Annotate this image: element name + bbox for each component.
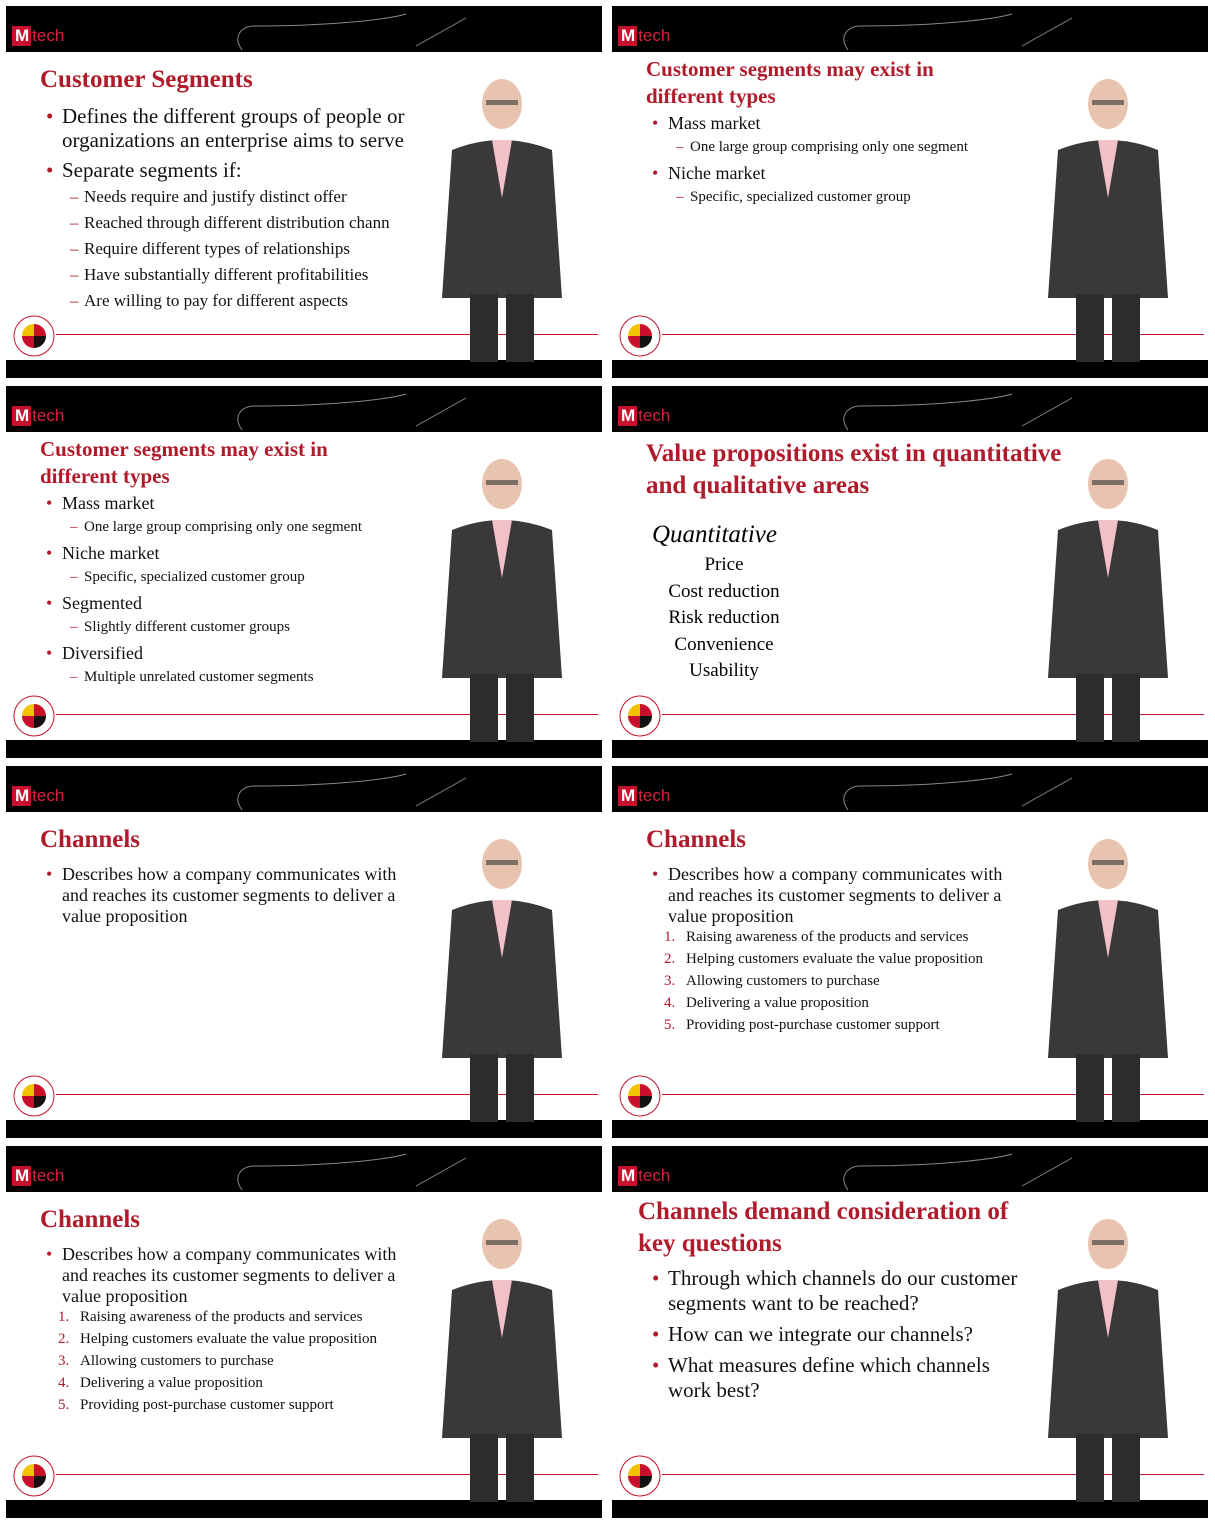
- numbered-item: 5. Providing post-purchase customer support: [664, 1017, 940, 1033]
- bullet-area: [40, 1244, 420, 1419]
- slide-content: [6, 812, 602, 1120]
- slide-header-bar: [6, 1146, 602, 1192]
- slide-title: Value propositions exist in quantitative and qualitative areas: [646, 440, 1062, 499]
- sub-bullet: – Specific, specialized customer group: [668, 186, 1066, 208]
- slide-title: Channels: [40, 826, 141, 853]
- slide-header-bar: [6, 766, 602, 812]
- numbered-item: 2. Helping customers evaluate the value proposition: [664, 951, 984, 967]
- bullet-area: [40, 864, 410, 929]
- university-seal-icon: [618, 1074, 662, 1118]
- university-seal-icon: [618, 694, 662, 738]
- slide-header-bar: [6, 386, 602, 432]
- bullet-item: • Through which channels do our customer segments want to be reached?: [646, 1266, 1026, 1316]
- swoosh-decoration: [612, 6, 1208, 52]
- slide-2: [612, 6, 1208, 378]
- numbered-list: [40, 1309, 420, 1414]
- list-item: Cost reduction: [668, 580, 780, 602]
- slide-content: [612, 1192, 1208, 1500]
- slide-title: Channels: [40, 1206, 141, 1233]
- presenter-figure: [432, 838, 572, 1122]
- sub-bullet: – Multiple unrelated customer segments: [62, 666, 460, 688]
- slide-content: [6, 1192, 602, 1500]
- slide-footer-bar: [612, 744, 1208, 758]
- slide-footer-bar: [612, 1504, 1208, 1518]
- numbered-item: 2. Helping customers evaluate the value proposition: [58, 1331, 378, 1347]
- presenter-figure: [1038, 78, 1178, 362]
- university-seal-icon: [12, 694, 56, 738]
- numbered-item: 3. Allowing customers to purchase: [58, 1353, 274, 1369]
- university-seal-icon: [618, 314, 662, 358]
- bullet-item: • What measures define which channels work best?: [646, 1353, 1026, 1403]
- slide-content: [612, 52, 1208, 360]
- presenter-figure: [1038, 1218, 1178, 1502]
- swoosh-decoration: [612, 1146, 1208, 1192]
- slide-header-bar: [612, 766, 1208, 812]
- bullet-area: [646, 112, 1066, 212]
- swoosh-decoration: [612, 386, 1208, 432]
- mtech-logo: M tech: [12, 404, 64, 426]
- bullet-item: • Describes how a company communicates with and reaches its customer segments to deliver a value proposition: [40, 864, 410, 927]
- slide-footer-bar: [6, 1124, 602, 1138]
- sub-bullet: – Slightly different customer groups: [62, 616, 460, 638]
- numbered-list: [646, 929, 1026, 1034]
- mtech-logo: M tech: [618, 1164, 670, 1186]
- numbered-item: 1. Raising awareness of the products and services: [58, 1309, 363, 1325]
- sub-bullet: – Require different types of relationships: [62, 236, 460, 262]
- quantitative-list: [652, 520, 792, 685]
- bullet-item: • Mass market – One large group comprising only one segment: [40, 492, 460, 538]
- slide-footer-bar: [612, 364, 1208, 378]
- swoosh-decoration: [6, 1146, 602, 1192]
- list-item: Usability: [689, 660, 759, 681]
- slide-title: Customer segments may exist in different types: [40, 437, 328, 488]
- bullet-item: • Diversified – Multiple unrelated customer segments: [40, 642, 460, 688]
- bullet-area: [40, 492, 460, 692]
- swoosh-decoration: [6, 6, 602, 52]
- sub-bullet: – Reached through different distribution chann: [62, 210, 460, 236]
- bullet-area: [646, 864, 1026, 1039]
- slide-title: Customer segments may exist in different types: [646, 57, 934, 108]
- slide-header-bar: [612, 6, 1208, 52]
- slide-3: [6, 386, 602, 758]
- bullet-item: • Separate segments if: – Needs require and justify distinct offer – Reached through different distribution chann – Require different types of relationships – Have substantially different profitabilities – Are willing to pay for different aspects: [40, 158, 460, 314]
- university-seal-icon: [618, 1454, 662, 1498]
- bullet-item: • How can we integrate our channels?: [646, 1322, 1026, 1347]
- sub-bullet: – Have substantially different profitabilities: [62, 262, 460, 288]
- mtech-logo: M tech: [12, 24, 64, 46]
- bullet-item: • Segmented – Slightly different customer groups: [40, 592, 460, 638]
- swoosh-decoration: [6, 766, 602, 812]
- presenter-figure: [1038, 838, 1178, 1122]
- sub-bullet: – Are willing to pay for different aspects: [62, 288, 460, 314]
- presenter-figure: [1038, 458, 1178, 742]
- university-seal-icon: [12, 1454, 56, 1498]
- mtech-logo: M tech: [618, 24, 670, 46]
- slide-4: [612, 386, 1208, 758]
- slide-footer-bar: [6, 364, 602, 378]
- sub-bullet: – Needs require and justify distinct offer: [62, 184, 460, 210]
- sub-bullet: – One large group comprising only one segment: [668, 136, 1066, 158]
- presenter-figure: [432, 78, 572, 362]
- slide-1: [6, 6, 602, 378]
- slide-6: [612, 766, 1208, 1138]
- slide-footer-bar: [6, 744, 602, 758]
- slide-content: [612, 432, 1208, 740]
- mtech-logo: M tech: [12, 784, 64, 806]
- slide-header-bar: [612, 386, 1208, 432]
- mtech-logo: M tech: [618, 404, 670, 426]
- bullet-item: • Defines the different groups of people or organizations an enterprise aims to serve: [40, 104, 460, 152]
- list-item: Risk reduction: [668, 607, 780, 628]
- list-item: Price: [704, 554, 744, 575]
- numbered-item: 1. Raising awareness of the products and services: [664, 929, 969, 945]
- bullet-item: • Niche market – Specific, specialized customer group: [40, 542, 460, 588]
- numbered-item: 3. Allowing customers to purchase: [664, 973, 880, 989]
- slide-5: [6, 766, 602, 1138]
- bullet-item: • Mass market – One large group comprising only one segment: [646, 112, 1066, 158]
- swoosh-decoration: [6, 386, 602, 432]
- slide-footer-bar: [6, 1504, 602, 1518]
- list-item: Convenience: [674, 633, 774, 655]
- bullet-area: [40, 104, 460, 320]
- mtech-logo: M tech: [12, 1164, 64, 1186]
- sub-bullet: – One large group comprising only one segment: [62, 516, 460, 538]
- numbered-item: 5. Providing post-purchase customer support: [58, 1397, 334, 1413]
- slide-content: [6, 432, 602, 740]
- slide-header-bar: [612, 1146, 1208, 1192]
- slide-7: [6, 1146, 602, 1518]
- slide-content: [612, 812, 1208, 1120]
- bullet-item: • Describes how a company communicates with and reaches its customer segments to deliver a value proposition: [646, 864, 1026, 927]
- slide-footer-bar: [612, 1124, 1208, 1138]
- quantitative-heading: Quantitative: [652, 521, 777, 548]
- slide-header-bar: [6, 6, 602, 52]
- presenter-figure: [432, 1218, 572, 1502]
- bullet-item: • Niche market – Specific, specialized customer group: [646, 162, 1066, 208]
- slide-8: [612, 1146, 1208, 1518]
- slide-content: [6, 52, 602, 360]
- university-seal-icon: [12, 314, 56, 358]
- mtech-logo: M tech: [618, 784, 670, 806]
- slide-title: Channels demand consideration of key questions: [638, 1198, 1009, 1257]
- presenter-figure: [432, 458, 572, 742]
- slide-title: Customer Segments: [40, 66, 253, 93]
- numbered-item: 4. Delivering a value proposition: [58, 1375, 263, 1391]
- swoosh-decoration: [612, 766, 1208, 812]
- sub-bullet: – Specific, specialized customer group: [62, 566, 460, 588]
- bullet-area: [646, 1266, 1026, 1409]
- slide-title: Channels: [646, 826, 747, 853]
- bullet-item: • Describes how a company communicates with and reaches its customer segments to deliver a value proposition: [40, 1244, 420, 1307]
- university-seal-icon: [12, 1074, 56, 1118]
- numbered-item: 4. Delivering a value proposition: [664, 995, 869, 1011]
